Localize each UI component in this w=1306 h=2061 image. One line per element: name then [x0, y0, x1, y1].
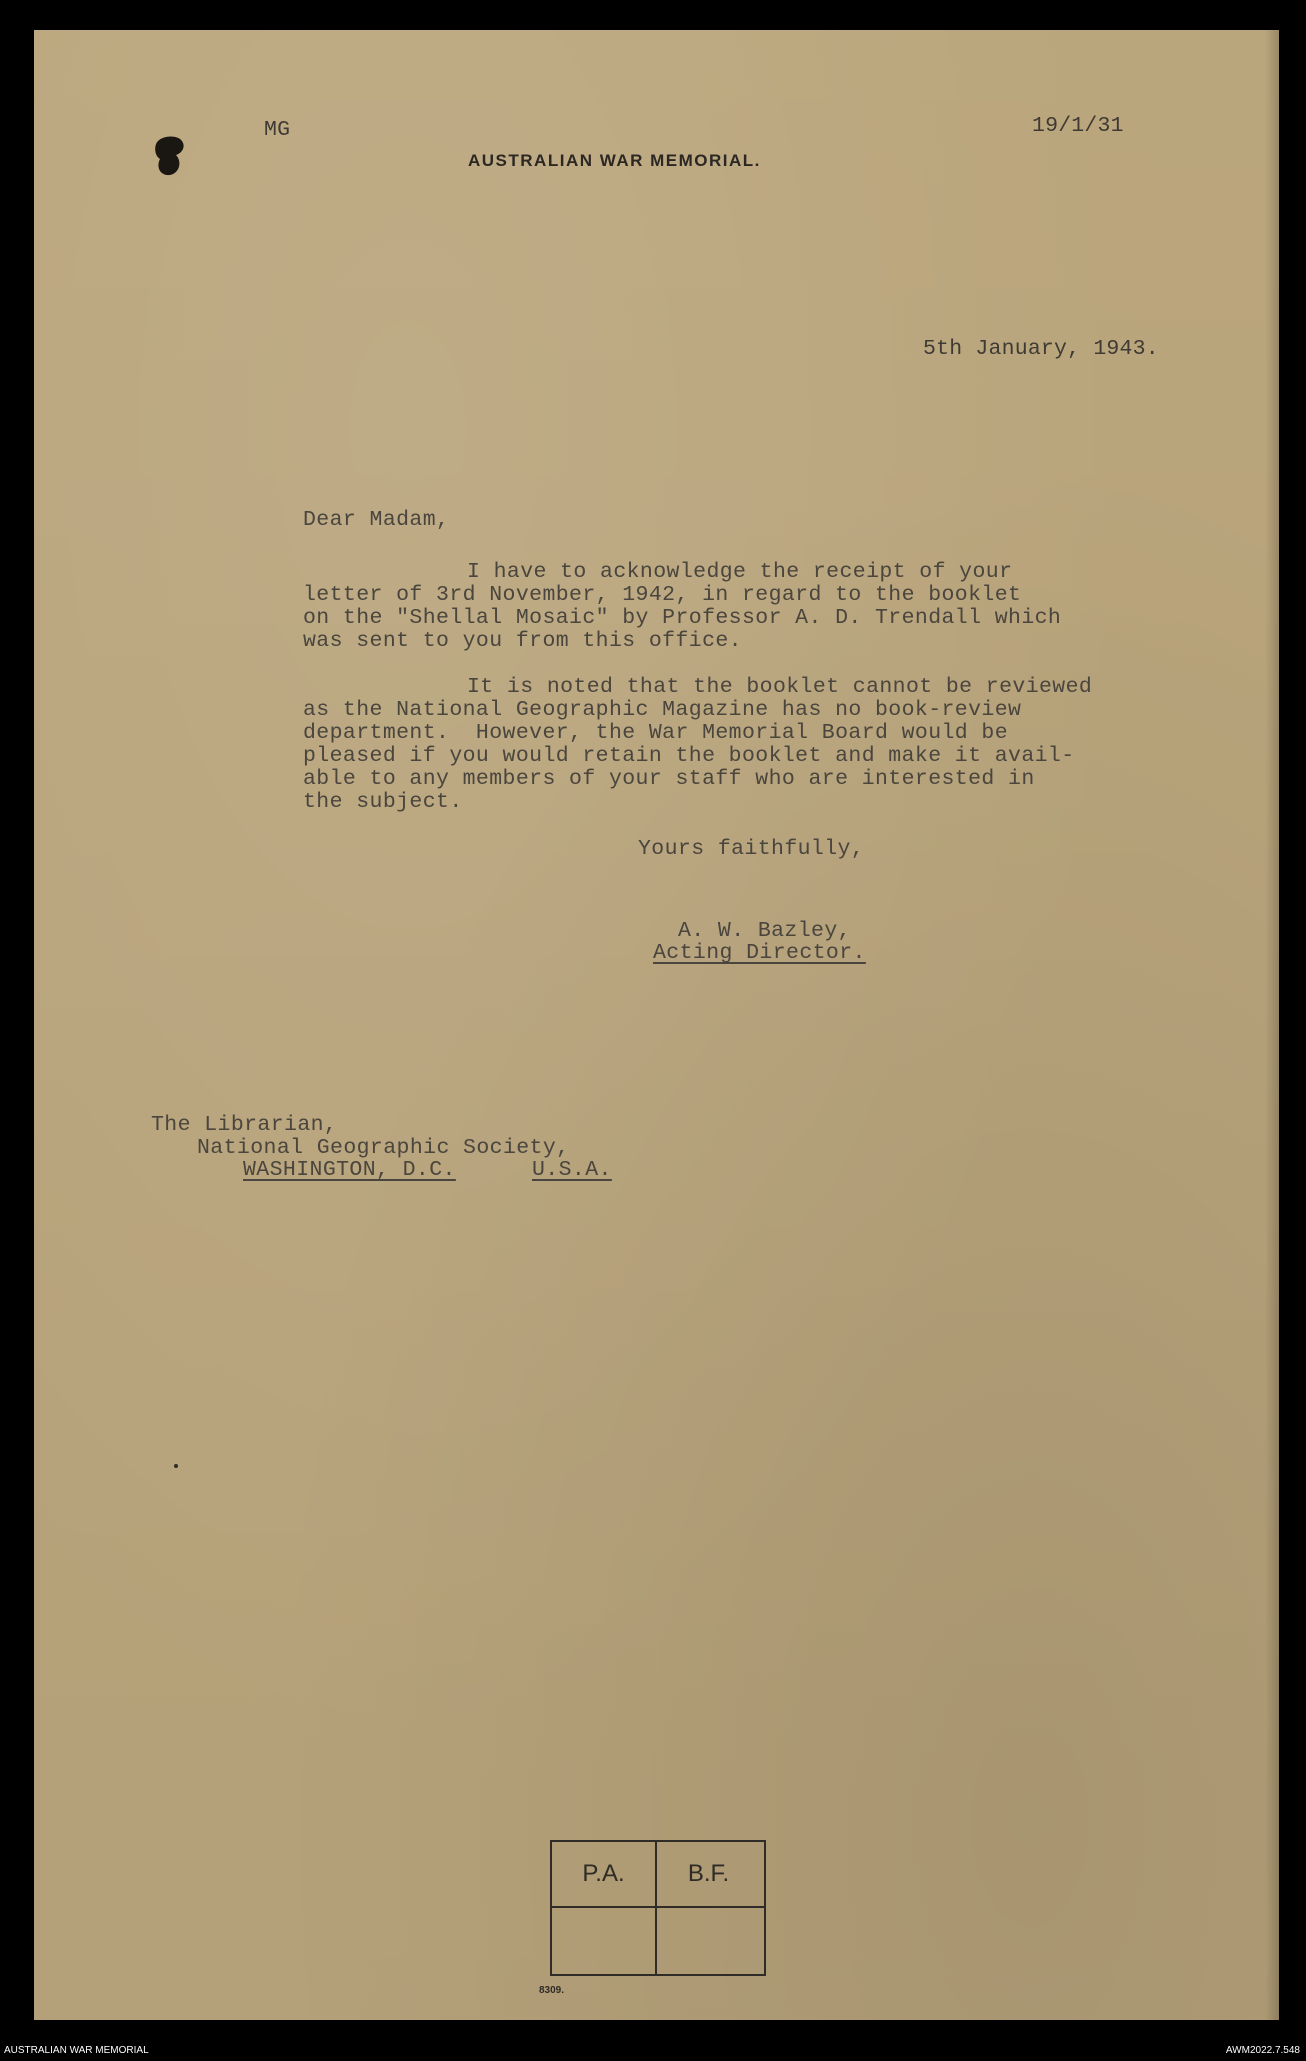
paragraph-2-line: pleased if you would retain the booklet and make it avail-: [303, 744, 1075, 768]
stamp-label-pa: P.A.: [582, 1860, 625, 1887]
ink-dot: [174, 1464, 178, 1468]
paragraph-1-line: on the "Shellal Mosaic" by Professor A. D. Trendall which: [303, 606, 1062, 630]
salutation: Dear Madam,: [303, 508, 450, 532]
addressee-city: WASHINGTON, D.C.: [243, 1158, 456, 1182]
file-reference: 19/1/31: [1032, 114, 1124, 138]
paragraph-2-line: department. However, the War Memorial Board would be: [303, 721, 1009, 745]
addressee-line-2: National Geographic Society,: [197, 1136, 570, 1160]
letter-sheet: [34, 30, 1279, 2020]
addressee-line-1: The Librarian,: [151, 1113, 338, 1137]
paragraph-1-line: letter of 3rd November, 1942, in regard to the booklet: [303, 583, 1022, 607]
signatory-name: A. W. Bazley,: [678, 919, 851, 943]
footer-source: AUSTRALIAN WAR MEMORIAL: [4, 2045, 149, 2056]
paragraph-2-line: the subject.: [303, 790, 463, 814]
paragraph-1-line: was sent to you from this office.: [303, 629, 742, 653]
punch-hole-icon: [152, 135, 188, 177]
filing-stamp-box: [550, 1840, 766, 1976]
stamp-label-bf: B.F.: [687, 1860, 730, 1887]
footer-accession: AWM2022.7.548: [1225, 2045, 1300, 2056]
paragraph-1-line: I have to acknowledge the receipt of your: [467, 560, 1013, 584]
signatory-title: Acting Director.: [653, 941, 866, 965]
stamp-divider-horizontal: [552, 1906, 764, 1908]
paragraph-2-line: as the National Geographic Magazine has no book-review: [303, 698, 1022, 722]
paragraph-2-line: It is noted that the booklet cannot be reviewed: [467, 675, 1093, 699]
paper-edge-shadow: [1265, 30, 1279, 2020]
closing: Yours faithfully,: [638, 837, 865, 861]
form-number: 8309.: [539, 1985, 565, 1996]
letter-date: 5th January, 1943.: [923, 337, 1159, 361]
addressee-country: U.S.A.: [532, 1158, 612, 1182]
letterhead: AUSTRALIAN WAR MEMORIAL.: [468, 151, 761, 170]
file-initials: MG: [264, 118, 291, 142]
paragraph-2-line: able to any members of your staff who are interested in: [303, 767, 1035, 791]
